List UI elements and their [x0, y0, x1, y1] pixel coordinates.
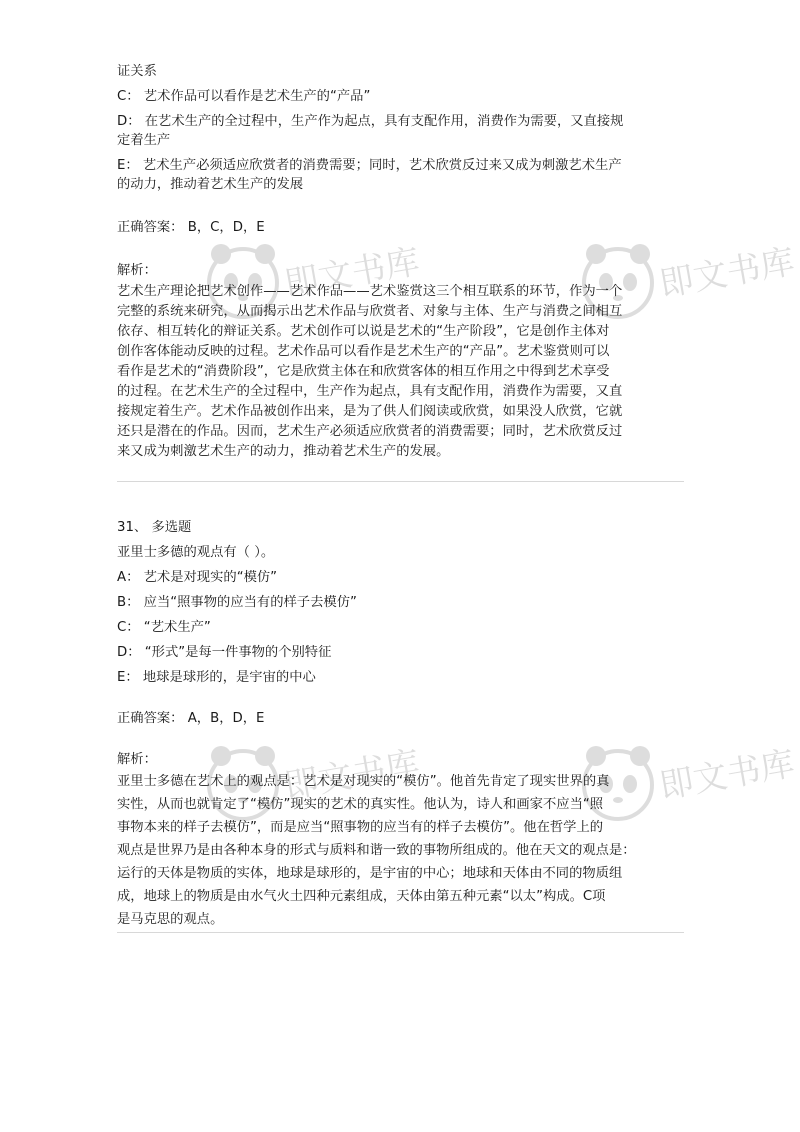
option-c: C： “艺术生产”: [117, 620, 211, 635]
option-a: A： 艺术是对现实的“模仿”: [117, 570, 278, 585]
option-e: E： 地球是球形的，是宇宙的中心: [117, 670, 316, 685]
analysis-line: 依存、相互转化的辩证关系。艺术创作可以说是艺术的“生产阶段”，它是创作主体对: [117, 324, 610, 339]
analysis-label: 解析：: [117, 752, 157, 767]
analysis-line: 成，地球上的物质是由水气火土四种元素组成，天体由第五种元素“以太”构成。C项: [117, 889, 606, 904]
svg-text:即文书库: 即文书库: [281, 241, 423, 305]
question-stem: 亚里士多德的观点有（ ）。: [117, 545, 275, 560]
analysis-line: 是马克思的观点。: [117, 912, 224, 927]
analysis-line: 还只是潜在的作品。因而，艺术生产必须适应欣赏者的消费需要；同时，艺术欣赏反过: [117, 424, 623, 439]
analysis-line: 观点是世界乃是由各种本身的形式与质料和谐一致的事物所组成的。他在天文的观点是：: [117, 843, 636, 858]
panda-watermark-icon: [580, 740, 798, 830]
option-b: B： 应当“照事物的应当有的样子去模仿”: [117, 595, 357, 610]
analysis-line: 接规定着生产。艺术作品被创作出来，是为了供人们阅读或欣赏，如果没人欣赏，它就: [117, 404, 623, 419]
svg-text:即文书库: 即文书库: [656, 743, 798, 807]
analysis-line: 亚里士多德在艺术上的观点是：艺术是对现实的“模仿”。他首先肯定了现实世界的真: [117, 774, 610, 789]
option-e: E： 艺术生产必须适应欣赏者的消费需要；同时，艺术欣赏反过来又成为刺激艺术生产: [117, 158, 622, 173]
section-divider: [117, 932, 684, 933]
analysis-label: 解析：: [117, 263, 157, 278]
analysis-line: 创作客体能动反映的过程。艺术作品可以看作是艺术生产的“产品”。艺术鉴赏则可以: [117, 344, 610, 359]
option-e-cont: 的动力，推动着艺术生产的发展: [117, 177, 304, 192]
analysis-line: 的过程。在艺术生产的全过程中，生产作为起点，具有支配作用，消费作为需要，又直: [117, 384, 623, 399]
analysis-line: 看作是艺术的“消费阶段”，它是欣赏主体在和欣赏客体的相互作用之中得到艺术享受: [117, 364, 610, 379]
analysis-line: 事物本来的样子去模仿”，而是应当“照事物的应当有的样子去模仿”。他在哲学上的: [117, 820, 604, 835]
option-d: D： 在艺术生产的全过程中，生产作为起点，具有支配作用，消费作为需要，又直接规: [117, 114, 624, 129]
option-d: D： “形式”是每一件事物的个别特征: [117, 645, 332, 660]
section-divider: [117, 481, 684, 482]
analysis-line: 来又成为刺激艺术生产的动力，推动着艺术生产的发展。: [117, 444, 450, 459]
correct-answer: 正确答案： A，B，D，E: [117, 711, 265, 726]
analysis-line: 实性，从而也就肯定了“模仿”现实的艺术的真实性。他认为，诗人和画家不应当“照: [117, 797, 604, 812]
correct-answer: 正确答案： B，C，D，E: [117, 220, 265, 235]
question-header: 31、 多选题: [117, 520, 192, 535]
analysis-line: 完整的系统来研究，从而揭示出艺术作品与欣赏者、对象与主体、生产与消费之间相互: [117, 304, 623, 319]
analysis-line: 运行的天体是物质的实体，地球是球形的，是宇宙的中心；地球和天体由不同的物质组: [117, 866, 623, 881]
option-d-cont: 定着生产: [117, 133, 171, 148]
svg-text:即文书库: 即文书库: [281, 743, 423, 807]
svg-text:即文书库: 即文书库: [656, 241, 798, 305]
question-stem-tail: 证关系: [117, 64, 157, 79]
analysis-line: 艺术生产理论把艺术创作——艺术作品——艺术鉴赏这三个相互联系的环节，作为一个: [117, 284, 623, 299]
option-c: C： 艺术作品可以看作是艺术生产的“产品”: [117, 89, 371, 104]
